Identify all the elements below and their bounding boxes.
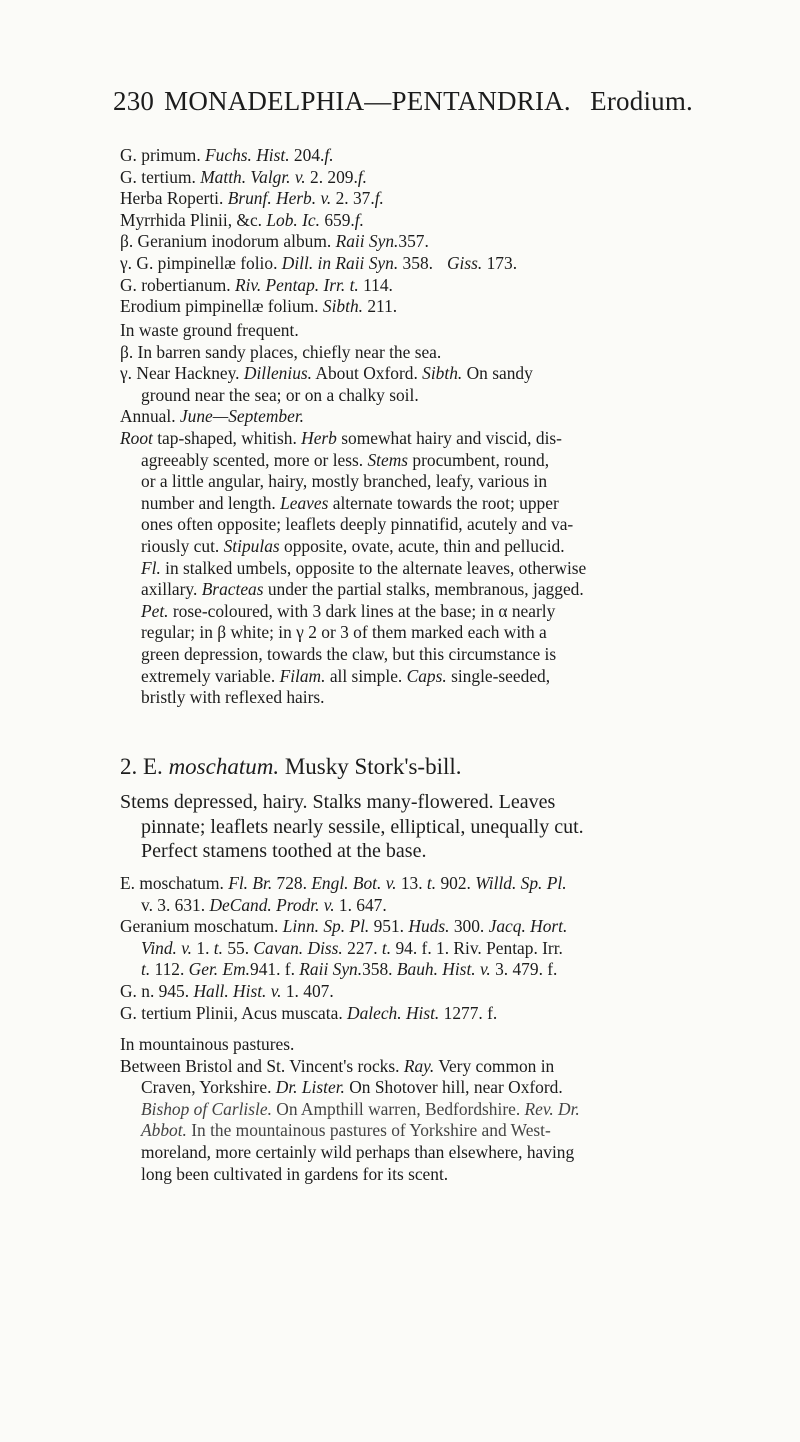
description-line: agreeably scented, more or less. Stems procumbent, round, — [141, 449, 550, 470]
description-1 — [120, 428, 770, 709]
description-line: axillary. Bracteas under the partial stalks, membranous, jagged. — [141, 579, 584, 600]
description-line: riously cut. Stipulas opposite, ovate, acute, thin and pellucid. — [141, 535, 565, 556]
synonym-line: β. Geranium inodorum album. Raii Syn.357. — [120, 231, 429, 252]
synonym-line: Vind. v. 1. t. 55. Cavan. Diss. 227. t. 94. f. 1. Riv. Pentap. Irr. — [141, 937, 563, 958]
header-title: MONADELPHIA—PENTANDRIA. — [164, 86, 571, 116]
description-line: regular; in β white; in γ 2 or 3 of them marked each with a — [141, 622, 547, 643]
habitat-line: β. In barren sandy places, chiefly near the sea. — [120, 341, 442, 362]
habitat-line: Between Bristol and St. Vincent's rocks. Ray. Very common in — [120, 1055, 555, 1076]
synonym-line: Geranium moschatum. Linn. Sp. Pl. 951. Huds. 300. Jacq. Hort. — [120, 916, 568, 937]
synonym-line: Myrrhida Plinii, &c. Lob. Ic. 659.f. — [120, 209, 364, 230]
synonym-line: γ. G. pimpinellæ folio. Dill. in Raii Syn. 358. Giss. 173. — [120, 252, 518, 273]
description-line: or a little angular, hairy, mostly branched, leafy, various in — [141, 471, 548, 492]
diagnosis-line: Stems depressed, hairy. Stalks many-flowered. Leaves — [120, 791, 556, 813]
description-line: Fl. in stalked umbels, opposite to the alternate leaves, otherwise — [141, 557, 587, 578]
synonym-line: G. primum. Fuchs. Hist. 204.f. — [120, 145, 334, 165]
habitat-2 — [120, 1034, 770, 1185]
synonym-line: G. tertium Plinii, Acus muscata. Dalech. Hist. 1277. f. — [120, 1002, 498, 1023]
synonym-line: E. moschatum. Fl. Br. 728. Engl. Bot. v. 13. t. 902. Willd. Sp. Pl. — [120, 873, 567, 893]
running-header — [113, 86, 753, 117]
duration-line: Annual. June—September. — [120, 406, 305, 427]
page-number: 230 — [113, 86, 155, 116]
synonym-line: G. tertium. Matth. Valgr. v. 2. 209.f. — [120, 166, 368, 187]
diagnosis-2 — [120, 790, 770, 864]
synonym-line: Erodium pimpinellæ folium. Sibth. 211. — [120, 296, 398, 317]
habitat-line: Bishop of Carlisle. On Ampthill warren, Bedfordshire. Rev. Dr. — [141, 1098, 580, 1119]
habitat-line: Abbot. In the mountainous pastures of Yorkshire and West- — [141, 1120, 551, 1141]
description-line: number and length. Leaves alternate towards the root; upper — [141, 492, 559, 513]
species-name: moschatum. — [168, 754, 280, 779]
description-line: extremely variable. Filam. all simple. Caps. single-seeded, — [141, 665, 551, 686]
habitat-line: moreland, more certainly wild perhaps than elsewhere, having — [141, 1141, 575, 1162]
synonyms-list-2 — [120, 873, 770, 1024]
description-line: green depression, towards the claw, but this circumstance is — [141, 643, 557, 664]
synonym-line: G. n. 945. Hall. Hist. v. 1. 407. — [120, 980, 334, 1001]
diagnosis-line: Perfect stamens toothed at the base. — [141, 840, 427, 863]
habitat-line: In waste ground frequent. — [120, 320, 299, 340]
habitat-line: In mountainous pastures. — [120, 1034, 295, 1054]
synonym-line: v. 3. 631. DeCand. Prodr. v. 1. 647. — [141, 894, 387, 915]
synonym-line: G. robertianum. Riv. Pentap. Irr. t. 114. — [120, 274, 393, 295]
habitat-line: long been cultivated in gardens for its scent. — [141, 1163, 449, 1184]
habitat-line: Craven, Yorkshire. Dr. Lister. On Shotover hill, near Oxford. — [141, 1077, 563, 1098]
synonyms-list-1 — [120, 145, 770, 318]
diagnosis-line: pinnate; leaflets nearly sessile, elliptical, unequally cut. — [141, 815, 584, 838]
description-line: bristly with reflexed hairs. — [141, 687, 325, 708]
synonym-line: t. 112. Ger. Em.941. f. Raii Syn.358. Bauh. Hist. v. 3. 479. f. — [141, 959, 558, 980]
description-line: Root tap-shaped, whitish. Herb somewhat hairy and viscid, dis- — [120, 428, 562, 448]
header-genus: Erodium. — [590, 86, 693, 116]
description-line: Pet. rose-coloured, with 3 dark lines at the base; in α nearly — [141, 600, 556, 621]
habitat-line: ground near the sea; or on a chalky soil. — [141, 384, 419, 405]
species-heading: 2. E. moschatum. Musky Stork's-bill. — [120, 754, 462, 779]
synonym-line: Herba Roperti. Brunf. Herb. v. 2. 37.f. — [120, 188, 384, 209]
habitat-line: γ. Near Hackney. Dillenius. About Oxford. Sibth. On sandy — [120, 363, 533, 384]
description-line: ones often opposite; leaflets deeply pinnatifid, acutely and va- — [141, 514, 574, 535]
habitat-1 — [120, 320, 770, 428]
